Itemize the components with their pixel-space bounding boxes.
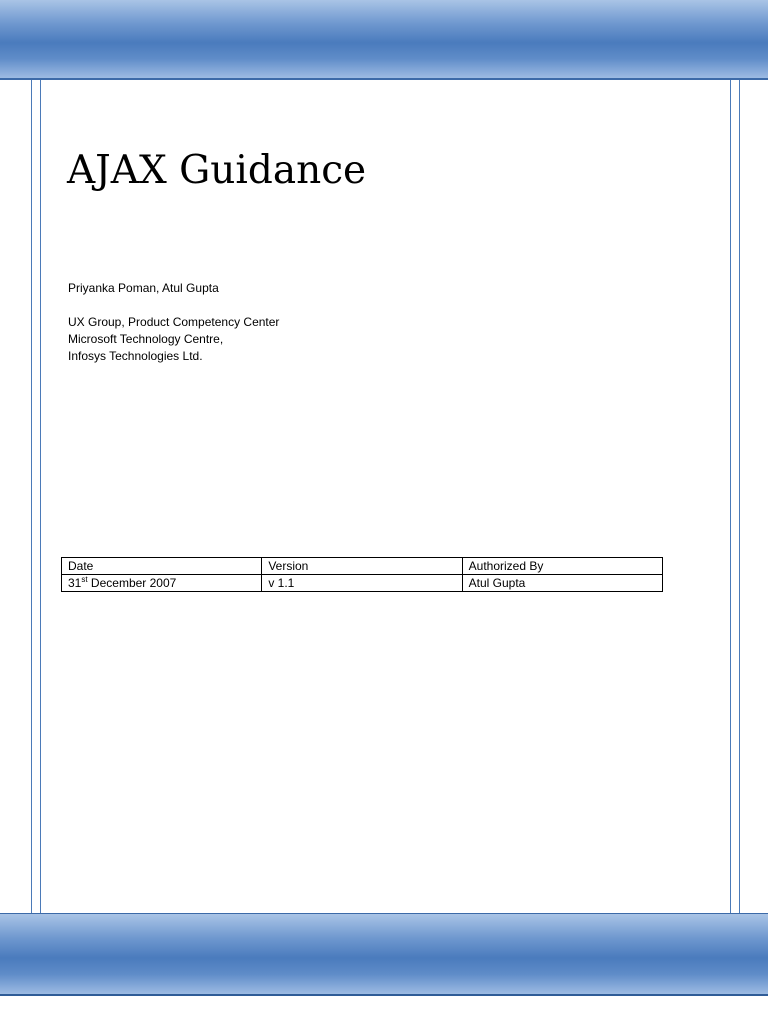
header-date: Date [62,558,262,575]
footer-banner [0,913,768,996]
table-header-row [62,558,663,575]
cell-authorized-by: Atul Gupta [462,575,662,592]
header-banner [0,0,768,80]
left-border-inner [40,80,41,913]
cell-version: v 1.1 [262,575,462,592]
left-border-outer [31,80,32,913]
affiliation-line-1: UX Group, Product Competency Center [68,315,280,329]
revision-table [61,557,663,592]
right-border-outer [739,80,740,913]
affiliation-line-3: Infosys Technologies Ltd. [68,349,203,363]
right-border-inner [730,80,731,913]
affiliation-line-2: Microsoft Technology Centre, [68,332,224,346]
document-title: AJAX Guidance [67,148,367,193]
date-rest: December 2007 [87,576,177,590]
cell-date [62,575,262,592]
header-authorized-by: Authorized By [462,558,662,575]
date-suffix: st [81,575,88,584]
date-day: 31 [68,576,82,590]
authors: Priyanka Poman, Atul Gupta [68,281,219,295]
table-row [62,575,663,592]
header-version: Version [262,558,462,575]
